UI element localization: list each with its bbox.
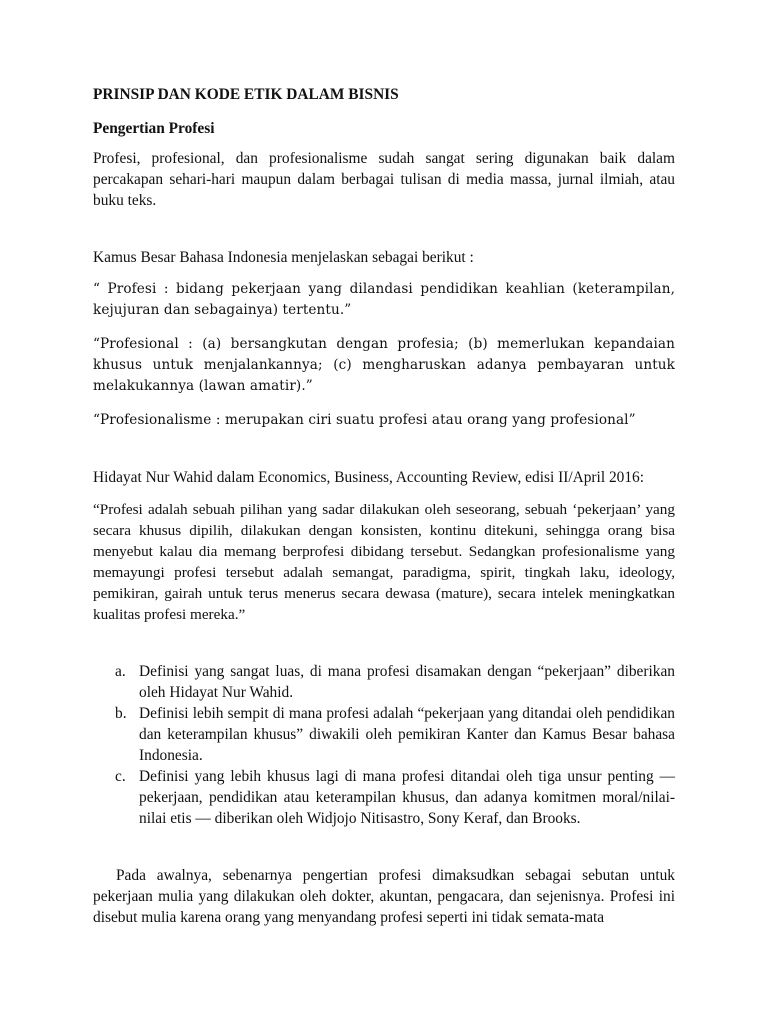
list-item: [93, 703, 675, 766]
list-item: [93, 661, 675, 703]
kamus-quote-profesi: “ Profesi : bidang pekerjaan yang dilandasi pendidikan keahlian (keterampilan, kejujuran dan sebagainya) tertentu.”: [93, 281, 675, 318]
kamus-lead-paragraph: Kamus Besar Bahasa Indonesia menjelaskan sebagai berikut :: [93, 249, 474, 266]
spacer: [93, 211, 675, 247]
hidayat-quote: “Profesi adalah sebuah pilihan yang sadar dilakukan oleh seseorang, sebuah ‘pekerjaan’ yang secara khusus dipilih, dilakukan dengan konsisten, kontinu ditekuni, sehingga orang bisa menyebut kalau dia memang berprofesi dibidang tersebut. Sedangkan profesionalisme yang memayungi profesi tersebut adalah semangat, paradigma, spirit, tingkah laku, ideology, pemikiran, gairah untuk terus menerus secara dewasa (mature), secara intelek meningkatkan kualitas profesi mereka.”: [93, 501, 675, 623]
spacer: [93, 625, 675, 661]
spacer: [93, 397, 675, 410]
list-marker: a.: [115, 663, 126, 680]
closing-paragraph: Pada awalnya, sebenarnya pengertian profesi dimaksudkan sebagai sebutan untuk pekerjaan mulia yang dilakukan oleh dokter, akuntan, pengacara, dan sejenisnya. Profesi ini disebut mulia karena orang yang menyandang profesi seperti ini tidak semata-mata: [93, 867, 675, 926]
list-marker: c.: [115, 768, 126, 785]
list-item: [93, 766, 675, 829]
document-title: PRINSIP DAN KODE ETIK DALAM BISNIS: [93, 86, 399, 103]
list-marker: b.: [115, 705, 127, 722]
section-heading: Pengertian Profesi: [93, 120, 215, 137]
spacer: [93, 431, 675, 467]
intro-paragraph: Profesi, profesional, dan profesionalisme sudah sangat sering digunakan baik dalam percakapan sehari-hari maupun dalam berbagai tulisan di media massa, jurnal ilmiah, atau buku teks.: [93, 150, 675, 209]
hidayat-lead-paragraph: Hidayat Nur Wahid dalam Economics, Business, Accounting Review, edisi II/April 2016:: [93, 469, 645, 486]
list-item-text: Definisi lebih sempit di mana profesi adalah “pekerjaan yang ditandai oleh pendidikan dan keterampilan khusus” diwakili oleh pemikiran Kanter dan Kamus Besar bahasa Indonesia.: [139, 705, 675, 764]
spacer: [93, 321, 675, 334]
definition-list: [93, 661, 675, 829]
spacer: [93, 829, 675, 865]
list-item-text: Definisi yang sangat luas, di mana profesi disamakan dengan “pekerjaan” diberikan oleh Hidayat Nur Wahid.: [139, 663, 675, 701]
kamus-quote-profesional: “Profesional : (a) bersangkutan dengan profesia; (b) memerlukan kepandaian khusus untuk menjalankannya; (c) mengharuskan adanya pembayaran untuk melakukannya (lawan amatir).”: [93, 336, 675, 394]
list-item-text: Definisi yang lebih khusus lagi di mana profesi ditandai oleh tiga unsur penting — pekerjaan, pendidikan atau keterampilan khusus, dan adanya komitmen moral/nilai-nilai etis — diberikan oleh Widjojo Nitisastro, Sony Keraf, dan Brooks.: [139, 768, 675, 827]
kamus-quote-profesionalisme: “Profesionalisme : merupakan ciri suatu profesi atau orang yang profesional”: [93, 412, 636, 428]
